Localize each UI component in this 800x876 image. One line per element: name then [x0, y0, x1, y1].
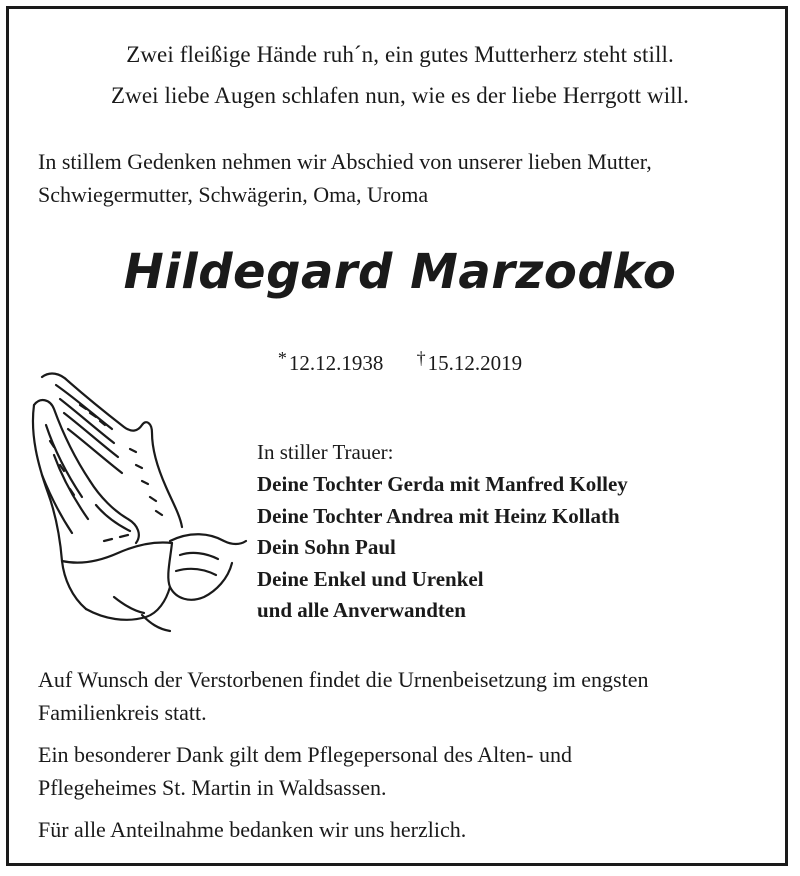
closing-line: Pflegeheimes St. Martin in Waldsassen.: [38, 775, 387, 800]
intro-line: In stillem Gedenken nehmen wir Abschied von unserer lieben Mutter,: [38, 149, 652, 174]
mourner-name: und alle Anverwandten: [257, 598, 466, 622]
death-cross-icon: †: [416, 348, 426, 368]
death-date-group: [417, 340, 523, 381]
closing-line: Ein besonderer Dank gilt dem Pflegepersonal des Alten- und: [38, 742, 572, 767]
closing-line: Für alle Anteilnahme bedanken wir uns herzlich.: [38, 817, 467, 842]
thanks-sympathy: [38, 813, 648, 846]
farewell-intro: [38, 145, 652, 211]
mourner-name: Deine Enkel und Urenkel: [257, 566, 484, 591]
death-date: 15.12.2019: [427, 351, 523, 375]
closing-line: Familienkreis statt.: [38, 700, 207, 725]
mourners-label: In stiller Trauer:: [257, 440, 394, 464]
birth-date-group: [278, 340, 384, 381]
deceased-name: Hildegard Marzodko: [123, 244, 677, 300]
mourner-name: Deine Tochter Andrea mit Heinz Kollath: [257, 503, 620, 528]
thanks-nursing-staff: [38, 738, 648, 804]
mourner-name: Deine Tochter Gerda mit Manfred Kolley: [257, 472, 628, 496]
intro-line: Schwiegermutter, Schwägerin, Oma, Uroma: [38, 182, 429, 207]
verse-line: Zwei fleißige Hände ruh´n, ein gutes Mutterherz steht still.: [126, 42, 674, 67]
verse-line: Zwei liebe Augen schlafen nun, wie es der liebe Herrgott will.: [110, 83, 690, 108]
closing-line: Auf Wunsch der Verstorbenen findet die Urnenbeisetzung im engsten: [38, 667, 649, 692]
mourners-list: [257, 435, 628, 627]
burial-notice: [38, 663, 648, 729]
memorial-verse: [0, 34, 800, 116]
mourner-name: Dein Sohn Paul: [257, 535, 396, 559]
birth-star-icon: *: [277, 348, 287, 368]
birth-date: 12.12.1938: [288, 351, 384, 375]
praying-hands-icon: [20, 365, 250, 640]
closing-notes: [38, 663, 648, 855]
